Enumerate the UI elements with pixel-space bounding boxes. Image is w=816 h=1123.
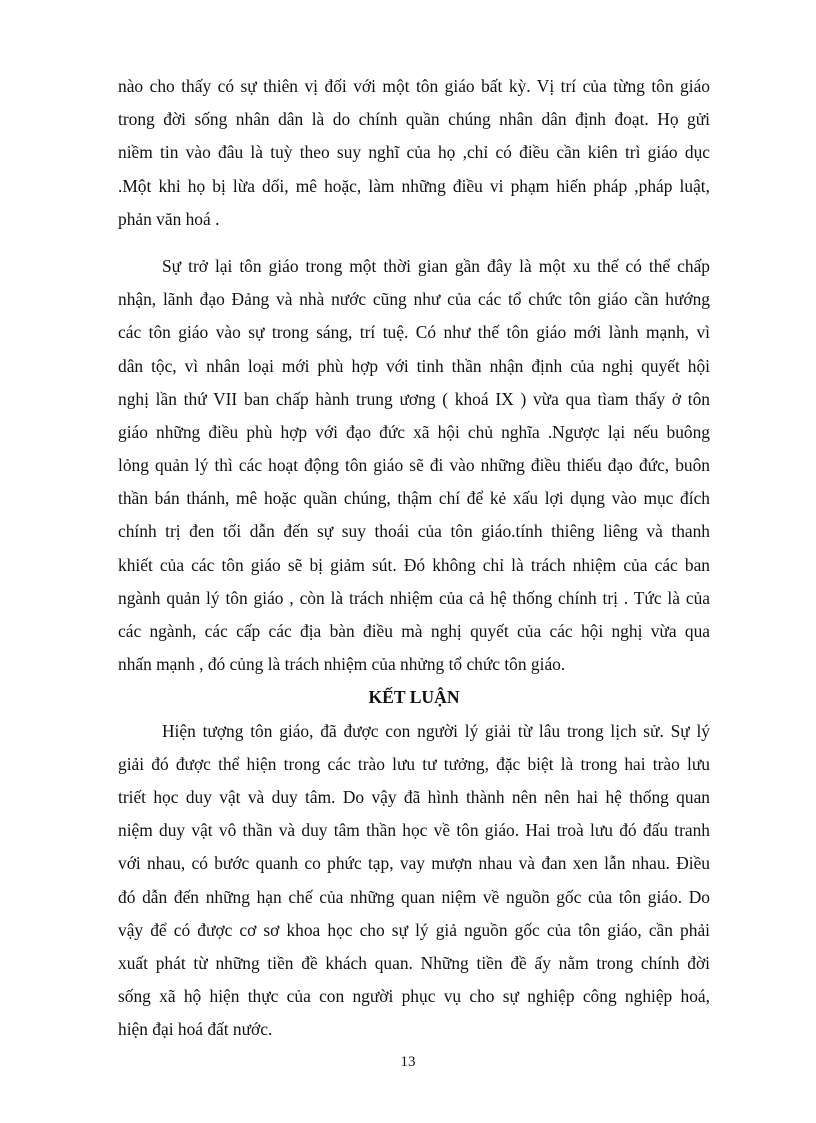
text-line: niềm tin vào đâu là tuỳ theo suy nghĩ của họ ,chỉ có điều cần kiên trì giáo dục: [118, 142, 710, 163]
text-line: nào cho thấy có sự thiên vị đối với một tôn giáo bất kỳ. Vị trí của từng tôn giáo: [118, 76, 710, 96]
text-line: hiện đại hoá đất nước.: [118, 1019, 273, 1040]
paragraph-conclusion: [118, 715, 710, 1047]
text-line: trong đời sống nhân dân là do chính quần chúng nhân dân định đoạt. Họ gửi: [118, 109, 710, 130]
text-line: dân tộc, vì nhân loại mới phù hợp với tinh thần nhận định của nghị quyết hội: [118, 355, 710, 376]
text-line: khiết của các tôn giáo sẽ bị giảm sút. Đó không chỉ là trách nhiệm của các ban: [118, 554, 710, 575]
text-line: giải đó được thể hiện trong các trào lưu tư tưởng, đặc biệt là trong hai trào lưu: [118, 753, 710, 774]
text-line: .Một khi họ bị lừa dối, mê hoặc, làm những điều vi phạm hiến pháp ,pháp luật,: [118, 175, 710, 196]
text-line: nhận, lãnh đạo Đảng và nhà nước cũng như của các tổ chức tôn giáo cần hướng: [118, 289, 710, 310]
text-line: ngành quản lý tôn giáo , còn là trách nhiệm của cả hệ thống chính trị . Tức là của: [118, 587, 710, 608]
section-heading: KẾT LUẬN: [368, 687, 460, 708]
text-line: nghị lần thứ VII ban chấp hành trung ương ( khoá IX ) vừa qua tìam thấy ở tôn: [118, 388, 710, 409]
document-body: [118, 70, 710, 1046]
paragraph-continued: [118, 70, 710, 236]
text-line: sống xã hộ hiện thực của con người phục vụ cho sự nghiệp công nghiệp hoá,: [118, 986, 710, 1007]
text-line: thần bán thánh, mê hoặc quần chúng, thậm chí để kẻ xấu lợi dụng vào mục đích: [118, 488, 710, 509]
text-line: triết học duy vật và duy tâm. Do vậy đã hình thành nên nên hai hệ thống quan: [118, 786, 710, 807]
paragraph-religion-return: [118, 250, 710, 681]
text-line: các tôn giáo vào sự trong sáng, trí tuệ. Có như thế tôn giáo mới lành mạnh, vì: [118, 322, 710, 343]
text-line: với nhau, có bước quanh co phức tạp, vay mượn nhau và đan xen lẫn nhau. Điều: [118, 853, 710, 874]
text-line: đó dẫn đến những hạn chế của những quan niệm về nguồn gốc của tôn giáo. Do: [118, 886, 710, 907]
text-line: phản văn hoá .: [118, 208, 220, 229]
page-number: 13: [400, 1054, 416, 1070]
text-line: Sự trở lại tôn giáo trong một thời gian gần đây là một xu thế có thể chấp: [162, 255, 710, 276]
text-line: lỏng quản lý thì các hoạt động tôn giáo sẽ đi vào những điều thiếu đạo đức, buôn: [118, 455, 710, 476]
text-line: vậy để có được cơ sơ khoa học cho sự lý giả nguồn gốc của tôn giáo, cần phải: [118, 919, 710, 940]
text-line: các ngành, các cấp các địa bàn điều mà nghị quyết của các hội nghị vừa qua: [118, 621, 710, 641]
text-line: niệm duy vật vô thần và duy tâm thần học về tôn giáo. Hai troà lưu đó đấu tranh: [118, 820, 710, 841]
text-line: Hiện tượng tôn giáo, đã được con người lý giải từ lâu trong lịch sử. Sự lý: [162, 720, 710, 741]
text-line: chính trị đen tối dẫn đến sự suy thoái của tôn giáo.tính thiêng liêng và thanh: [118, 521, 710, 542]
text-line: nhấn mạnh , đó củng là trách nhiệm của nhửng tổ chức tôn giáo.: [118, 654, 566, 675]
text-line: xuất phát từ những tiền đề khách quan. Những tiền đề ấy nằm trong chính đời: [118, 952, 710, 973]
text-line: giáo những điều phù hợp với đạo đức xã hội chủ nghĩa .Ngược lại nếu buông: [118, 421, 710, 442]
